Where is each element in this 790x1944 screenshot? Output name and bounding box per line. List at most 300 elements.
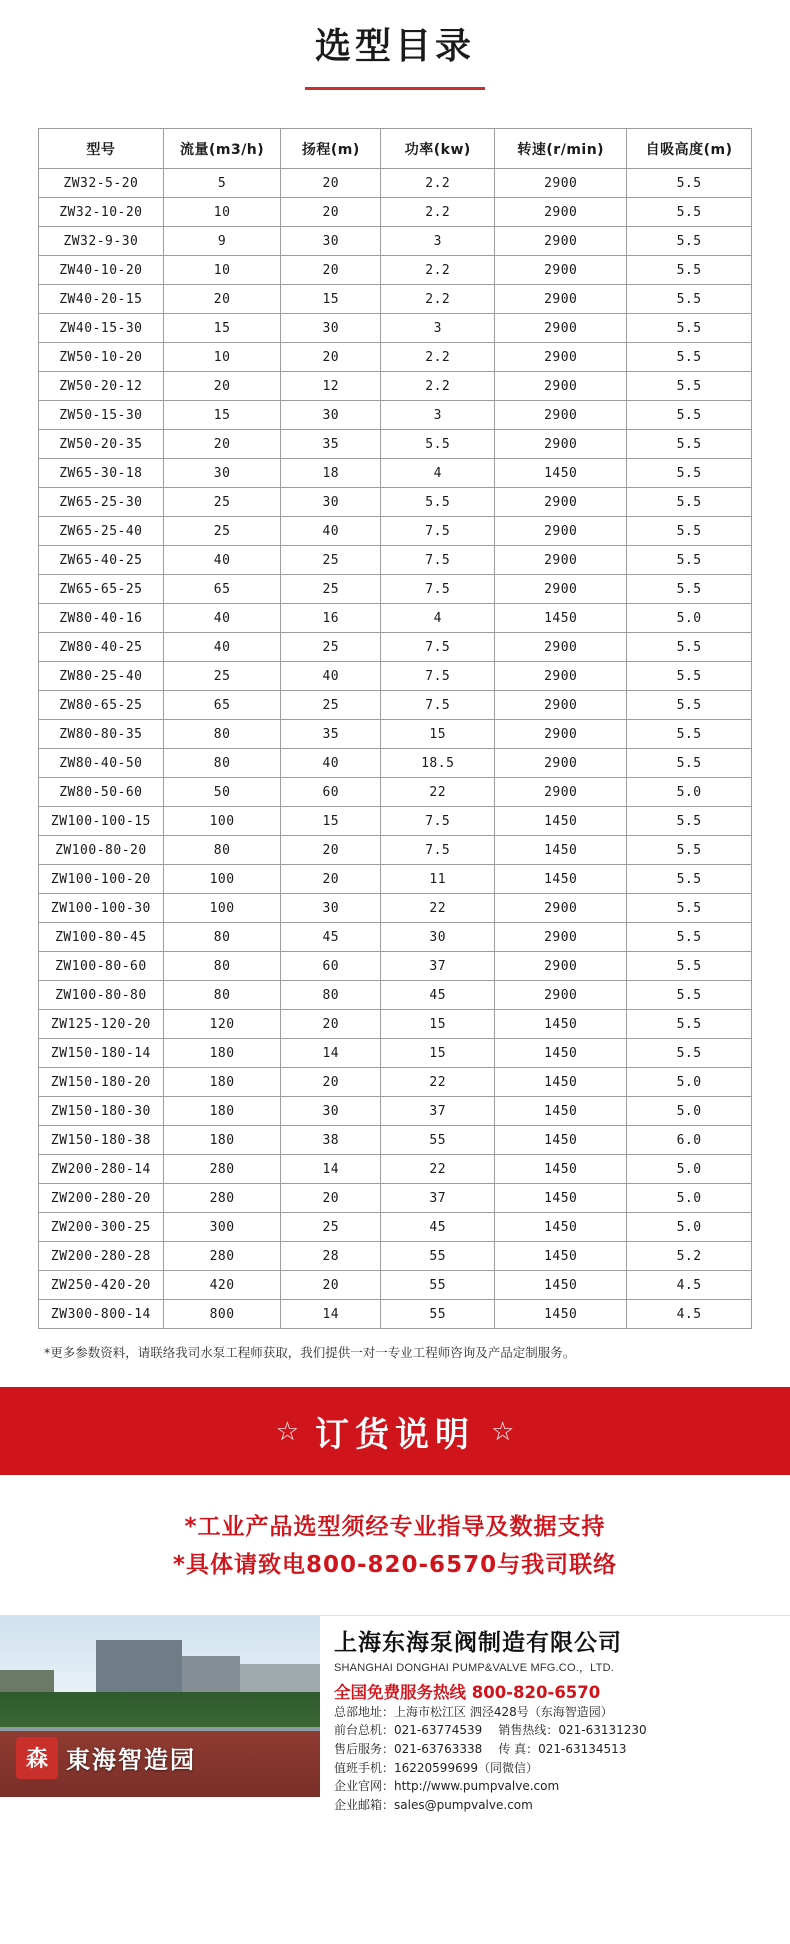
contact-text: 值班手机：16220599699（同微信）	[334, 1760, 538, 1775]
table-row	[39, 198, 752, 227]
table-cell: 2900	[495, 894, 627, 923]
order-banner	[0, 1387, 790, 1475]
company-name-cn: 上海东海泵阀制造有限公司	[334, 1629, 622, 1656]
table-cell: 1450	[495, 1184, 627, 1213]
table-cell: 2900	[495, 720, 627, 749]
table-cell: 2900	[495, 314, 627, 343]
table-cell: 1450	[495, 1155, 627, 1184]
table-cell: 80	[163, 836, 281, 865]
table-row	[39, 691, 752, 720]
table-cell: 180	[163, 1097, 281, 1126]
table-cell: ZW250-420-20	[39, 1271, 164, 1300]
table-row	[39, 401, 752, 430]
table-cell: ZW32-10-20	[39, 198, 164, 227]
table-cell: 2.2	[381, 372, 495, 401]
contact-list	[334, 1703, 780, 1815]
table-cell: ZW200-300-25	[39, 1213, 164, 1242]
table-cell: 1450	[495, 1097, 627, 1126]
table-cell: 11	[381, 865, 495, 894]
table-cell: 20	[281, 169, 381, 198]
spec-table	[38, 128, 752, 1329]
table-cell: 25	[281, 575, 381, 604]
table-cell: ZW100-80-60	[39, 952, 164, 981]
table-cell: 5.2	[627, 1242, 752, 1271]
table-cell: 22	[381, 778, 495, 807]
table-row	[39, 981, 752, 1010]
table-cell: 5.5	[627, 401, 752, 430]
table-row	[39, 662, 752, 691]
table-cell: 100	[163, 894, 281, 923]
table-cell: 1450	[495, 1271, 627, 1300]
table-row	[39, 749, 752, 778]
contact-row	[334, 1759, 780, 1778]
table-cell: ZW100-80-80	[39, 981, 164, 1010]
table-cell: 5.5	[627, 169, 752, 198]
photo-signboard	[16, 1737, 196, 1779]
table-cell: ZW200-280-14	[39, 1155, 164, 1184]
table-cell: 40	[163, 633, 281, 662]
table-cell: 5.5	[627, 662, 752, 691]
table-cell: 20	[281, 256, 381, 285]
table-cell: 300	[163, 1213, 281, 1242]
table-cell: ZW80-80-35	[39, 720, 164, 749]
table-cell: 800	[163, 1300, 281, 1329]
table-cell: 280	[163, 1242, 281, 1271]
table-cell: 10	[163, 256, 281, 285]
table-cell: 5.5	[627, 894, 752, 923]
table-cell: 1450	[495, 1213, 627, 1242]
table-row	[39, 807, 752, 836]
table-cell: 7.5	[381, 546, 495, 575]
table-cell: ZW65-65-25	[39, 575, 164, 604]
table-cell: 30	[281, 488, 381, 517]
table-cell: ZW50-20-35	[39, 430, 164, 459]
table-cell: 2900	[495, 923, 627, 952]
table-cell: 1450	[495, 836, 627, 865]
table-cell: ZW80-65-25	[39, 691, 164, 720]
table-cell: ZW80-40-25	[39, 633, 164, 662]
table-cell: 15	[281, 285, 381, 314]
table-cell: 280	[163, 1184, 281, 1213]
table-cell: 25	[281, 633, 381, 662]
table-cell: 5.5	[627, 720, 752, 749]
spec-table-wrap	[38, 128, 752, 1329]
table-cell: 55	[381, 1242, 495, 1271]
table-cell: 40	[163, 546, 281, 575]
table-cell: 80	[163, 952, 281, 981]
table-cell: 7.5	[381, 575, 495, 604]
table-row	[39, 1010, 752, 1039]
table-cell: 5.0	[627, 1155, 752, 1184]
table-cell: 5.5	[627, 372, 752, 401]
table-cell: 80	[163, 923, 281, 952]
table-cell: 1450	[495, 1126, 627, 1155]
table-cell: 80	[163, 720, 281, 749]
table-cell: 180	[163, 1039, 281, 1068]
table-cell: 45	[281, 923, 381, 952]
table-cell: ZW80-40-16	[39, 604, 164, 633]
table-cell: 2900	[495, 981, 627, 1010]
table-cell: 2.2	[381, 343, 495, 372]
table-cell: 15	[281, 807, 381, 836]
table-cell: 2900	[495, 778, 627, 807]
table-row	[39, 836, 752, 865]
table-cell: 5.0	[627, 1068, 752, 1097]
table-cell: 2900	[495, 952, 627, 981]
table-row	[39, 169, 752, 198]
table-cell: ZW100-100-20	[39, 865, 164, 894]
table-cell: 2900	[495, 198, 627, 227]
table-cell: 2.2	[381, 198, 495, 227]
table-cell: 40	[281, 517, 381, 546]
table-row	[39, 546, 752, 575]
column-header-flow: 流量(m3/h)	[163, 129, 281, 169]
table-cell: 1450	[495, 865, 627, 894]
table-cell: 1450	[495, 807, 627, 836]
table-cell: 5.5	[627, 691, 752, 720]
table-cell: 10	[163, 343, 281, 372]
table-cell: 5.5	[627, 256, 752, 285]
table-cell: 12	[281, 372, 381, 401]
table-cell: 5.5	[627, 488, 752, 517]
table-cell: 2900	[495, 749, 627, 778]
table-cell: ZW50-15-30	[39, 401, 164, 430]
table-row	[39, 575, 752, 604]
table-cell: 5.5	[627, 198, 752, 227]
table-cell: ZW100-100-15	[39, 807, 164, 836]
table-cell: 2900	[495, 488, 627, 517]
table-cell: 5.5	[627, 1039, 752, 1068]
table-cell: 5.5	[627, 459, 752, 488]
table-cell: 20	[281, 1010, 381, 1039]
table-cell: 60	[281, 952, 381, 981]
table-cell: 28	[281, 1242, 381, 1271]
table-cell: 3	[381, 314, 495, 343]
table-cell: 55	[381, 1126, 495, 1155]
table-cell: 1450	[495, 1068, 627, 1097]
table-cell: 2900	[495, 691, 627, 720]
table-cell: 7.5	[381, 633, 495, 662]
table-note: *更多参数资料，请联络我司水泵工程师获取，我们提供一对一专业工程师咨询及产品定制服务。	[44, 1345, 576, 1360]
table-cell: 5.5	[627, 836, 752, 865]
hotline: 全国免费服务热线 800-820-6570	[334, 1682, 601, 1702]
table-cell: 37	[381, 1184, 495, 1213]
table-cell: 6.0	[627, 1126, 752, 1155]
table-cell: 30	[281, 1097, 381, 1126]
table-cell: 5.5	[627, 1010, 752, 1039]
table-row	[39, 372, 752, 401]
table-cell: 15	[381, 1039, 495, 1068]
star-left-icon: ☆	[275, 1416, 299, 1446]
table-cell: 35	[281, 430, 381, 459]
footer-info	[320, 1616, 790, 1812]
table-cell: ZW150-180-20	[39, 1068, 164, 1097]
table-cell: 4.5	[627, 1271, 752, 1300]
table-cell: 3	[381, 401, 495, 430]
table-cell: 7.5	[381, 662, 495, 691]
table-cell: 4.5	[627, 1300, 752, 1329]
table-cell: 20	[281, 865, 381, 894]
table-cell: 25	[281, 1213, 381, 1242]
table-row	[39, 1039, 752, 1068]
table-row	[39, 430, 752, 459]
table-row	[39, 285, 752, 314]
contact-text: 前台总机：021-63774539	[334, 1723, 483, 1738]
table-cell: 420	[163, 1271, 281, 1300]
factory-photo	[0, 1616, 320, 1797]
order-banner-title: 订货说明	[315, 1414, 475, 1455]
table-row	[39, 343, 752, 372]
table-cell: 5	[163, 169, 281, 198]
table-row	[39, 1184, 752, 1213]
table-cell: ZW50-20-12	[39, 372, 164, 401]
table-cell: 2900	[495, 256, 627, 285]
table-cell: 65	[163, 691, 281, 720]
table-cell: 7.5	[381, 691, 495, 720]
table-cell: 30	[281, 401, 381, 430]
page-title: 选型目录	[314, 26, 475, 67]
table-cell: 5.5	[627, 749, 752, 778]
spec-table-body	[39, 169, 752, 1329]
table-cell: ZW32-9-30	[39, 227, 164, 256]
table-row	[39, 952, 752, 981]
table-cell: 30	[281, 894, 381, 923]
table-cell: 20	[163, 372, 281, 401]
contact-row	[334, 1703, 780, 1722]
table-cell: 25	[281, 691, 381, 720]
table-cell: 37	[381, 1097, 495, 1126]
contact-row	[334, 1740, 780, 1759]
table-row	[39, 720, 752, 749]
table-cell: 20	[163, 285, 281, 314]
table-cell: 20	[281, 343, 381, 372]
table-cell: ZW300-800-14	[39, 1300, 164, 1329]
contact-row	[334, 1777, 780, 1796]
table-cell: 1450	[495, 1242, 627, 1271]
table-cell: ZW100-80-45	[39, 923, 164, 952]
table-cell: ZW65-25-40	[39, 517, 164, 546]
table-cell: 20	[281, 198, 381, 227]
table-cell: 65	[163, 575, 281, 604]
table-cell: 60	[281, 778, 381, 807]
table-cell: 40	[281, 662, 381, 691]
table-cell: 1450	[495, 1300, 627, 1329]
table-cell: 3	[381, 227, 495, 256]
photo-sign-text: 東海智造园	[66, 1746, 196, 1775]
footer	[0, 1615, 790, 1812]
contact-text: 企业邮箱：sales@pumpvalve.com	[334, 1797, 533, 1812]
title-divider	[305, 87, 485, 90]
table-cell: 5.5	[381, 430, 495, 459]
table-cell: 280	[163, 1155, 281, 1184]
table-cell: 120	[163, 1010, 281, 1039]
table-cell: 2.2	[381, 169, 495, 198]
table-cell: 35	[281, 720, 381, 749]
table-cell: 2900	[495, 546, 627, 575]
table-row	[39, 1300, 752, 1329]
table-cell: 5.5	[627, 575, 752, 604]
table-cell: 5.0	[627, 1097, 752, 1126]
table-cell: 55	[381, 1271, 495, 1300]
title-block	[0, 0, 790, 90]
table-cell: 20	[163, 430, 281, 459]
table-cell: ZW65-30-18	[39, 459, 164, 488]
column-header-head: 扬程(m)	[281, 129, 381, 169]
table-cell: 80	[163, 749, 281, 778]
table-cell: 5.5	[627, 865, 752, 894]
table-cell: 5.0	[627, 1184, 752, 1213]
table-cell: ZW40-10-20	[39, 256, 164, 285]
table-cell: 1450	[495, 1010, 627, 1039]
table-cell: ZW40-15-30	[39, 314, 164, 343]
table-cell: ZW40-20-15	[39, 285, 164, 314]
table-cell: 2900	[495, 662, 627, 691]
table-cell: ZW100-100-30	[39, 894, 164, 923]
order-note-line-1: *工业产品选型须经专业指导及数据支持	[184, 1514, 606, 1540]
table-cell: 1450	[495, 459, 627, 488]
table-cell: 20	[281, 1271, 381, 1300]
table-cell: ZW32-5-20	[39, 169, 164, 198]
table-cell: 7.5	[381, 517, 495, 546]
table-cell: 15	[381, 1010, 495, 1039]
order-note-line-2: *具体请致电800-820-6570与我司联络	[172, 1551, 618, 1578]
table-cell: 5.5	[627, 952, 752, 981]
table-cell: 22	[381, 1155, 495, 1184]
table-cell: 5.5	[627, 546, 752, 575]
table-cell: 2900	[495, 169, 627, 198]
table-cell: ZW65-40-25	[39, 546, 164, 575]
table-row	[39, 227, 752, 256]
table-cell: 45	[381, 981, 495, 1010]
table-cell: ZW200-280-20	[39, 1184, 164, 1213]
table-cell: 5.5	[627, 633, 752, 662]
table-cell: 14	[281, 1300, 381, 1329]
table-cell: 30	[281, 227, 381, 256]
column-header-model: 型号	[39, 129, 164, 169]
table-cell: 2900	[495, 633, 627, 662]
table-cell: 2.2	[381, 256, 495, 285]
contact-text: 企业官网：http://www.pumpvalve.com	[334, 1779, 560, 1794]
table-cell: 2900	[495, 575, 627, 604]
column-header-power: 功率(kw)	[381, 129, 495, 169]
table-cell: 5.0	[627, 1213, 752, 1242]
table-cell: 55	[381, 1300, 495, 1329]
table-cell: ZW200-280-28	[39, 1242, 164, 1271]
table-cell: ZW100-80-20	[39, 836, 164, 865]
contact-text: 传 真：021-63134513	[498, 1742, 627, 1757]
table-cell: ZW50-10-20	[39, 343, 164, 372]
table-cell: 38	[281, 1126, 381, 1155]
table-row	[39, 1271, 752, 1300]
table-cell: ZW80-40-50	[39, 749, 164, 778]
table-cell: 7.5	[381, 836, 495, 865]
contact-row	[334, 1796, 780, 1815]
table-cell: 180	[163, 1126, 281, 1155]
column-header-suction-height: 自吸高度(m)	[627, 129, 752, 169]
table-cell: ZW80-50-60	[39, 778, 164, 807]
table-cell: 15	[163, 314, 281, 343]
table-cell: 2900	[495, 401, 627, 430]
table-cell: 25	[281, 546, 381, 575]
table-cell: 5.5	[627, 807, 752, 836]
table-cell: 22	[381, 894, 495, 923]
table-cell: 40	[163, 604, 281, 633]
table-row	[39, 604, 752, 633]
table-cell: ZW150-180-38	[39, 1126, 164, 1155]
table-cell: 2900	[495, 227, 627, 256]
table-cell: 5.5	[627, 227, 752, 256]
contact-text: 销售热线：021-63131230	[498, 1723, 647, 1738]
table-cell: 5.0	[627, 604, 752, 633]
table-cell: 5.0	[627, 778, 752, 807]
table-cell: 30	[281, 314, 381, 343]
table-cell: 18.5	[381, 749, 495, 778]
table-row	[39, 314, 752, 343]
star-right-icon: ☆	[491, 1416, 515, 1446]
table-row	[39, 256, 752, 285]
table-row	[39, 1155, 752, 1184]
table-cell: 2900	[495, 430, 627, 459]
table-cell: 2900	[495, 285, 627, 314]
table-cell: 20	[281, 1068, 381, 1097]
table-cell: 5.5	[627, 923, 752, 952]
table-cell: 2900	[495, 517, 627, 546]
table-cell: 14	[281, 1039, 381, 1068]
table-row	[39, 1213, 752, 1242]
table-cell: 1450	[495, 1039, 627, 1068]
table-cell: 10	[163, 198, 281, 227]
column-header-speed: 转速(r/min)	[495, 129, 627, 169]
table-cell: 100	[163, 807, 281, 836]
table-cell: 20	[281, 836, 381, 865]
table-cell: 2900	[495, 343, 627, 372]
table-cell: 15	[381, 720, 495, 749]
contact-row	[334, 1721, 780, 1740]
table-cell: 14	[281, 1155, 381, 1184]
table-cell: 7.5	[381, 807, 495, 836]
table-cell: ZW150-180-14	[39, 1039, 164, 1068]
table-cell: 2.2	[381, 285, 495, 314]
table-row	[39, 1242, 752, 1271]
table-cell: 16	[281, 604, 381, 633]
table-cell: 9	[163, 227, 281, 256]
table-cell: 18	[281, 459, 381, 488]
table-cell: 45	[381, 1213, 495, 1242]
table-cell: ZW125-120-20	[39, 1010, 164, 1039]
table-cell: 4	[381, 459, 495, 488]
table-cell: ZW65-25-30	[39, 488, 164, 517]
table-row	[39, 488, 752, 517]
table-cell: 5.5	[627, 314, 752, 343]
table-row	[39, 778, 752, 807]
order-notes	[0, 1475, 790, 1615]
table-header-row	[39, 129, 752, 169]
contact-text: 售后服务：021-63763338	[334, 1742, 483, 1757]
table-row	[39, 894, 752, 923]
table-cell: ZW150-180-30	[39, 1097, 164, 1126]
contact-text: 总部地址：上海市松江区 泗泾428号（东海智造园）	[334, 1704, 613, 1719]
table-cell: 4	[381, 604, 495, 633]
table-cell: 1450	[495, 604, 627, 633]
table-row	[39, 1068, 752, 1097]
table-cell: 50	[163, 778, 281, 807]
table-cell: 100	[163, 865, 281, 894]
table-row	[39, 633, 752, 662]
table-row	[39, 923, 752, 952]
table-cell: 5.5	[627, 517, 752, 546]
table-cell: 25	[163, 488, 281, 517]
table-cell: 22	[381, 1068, 495, 1097]
